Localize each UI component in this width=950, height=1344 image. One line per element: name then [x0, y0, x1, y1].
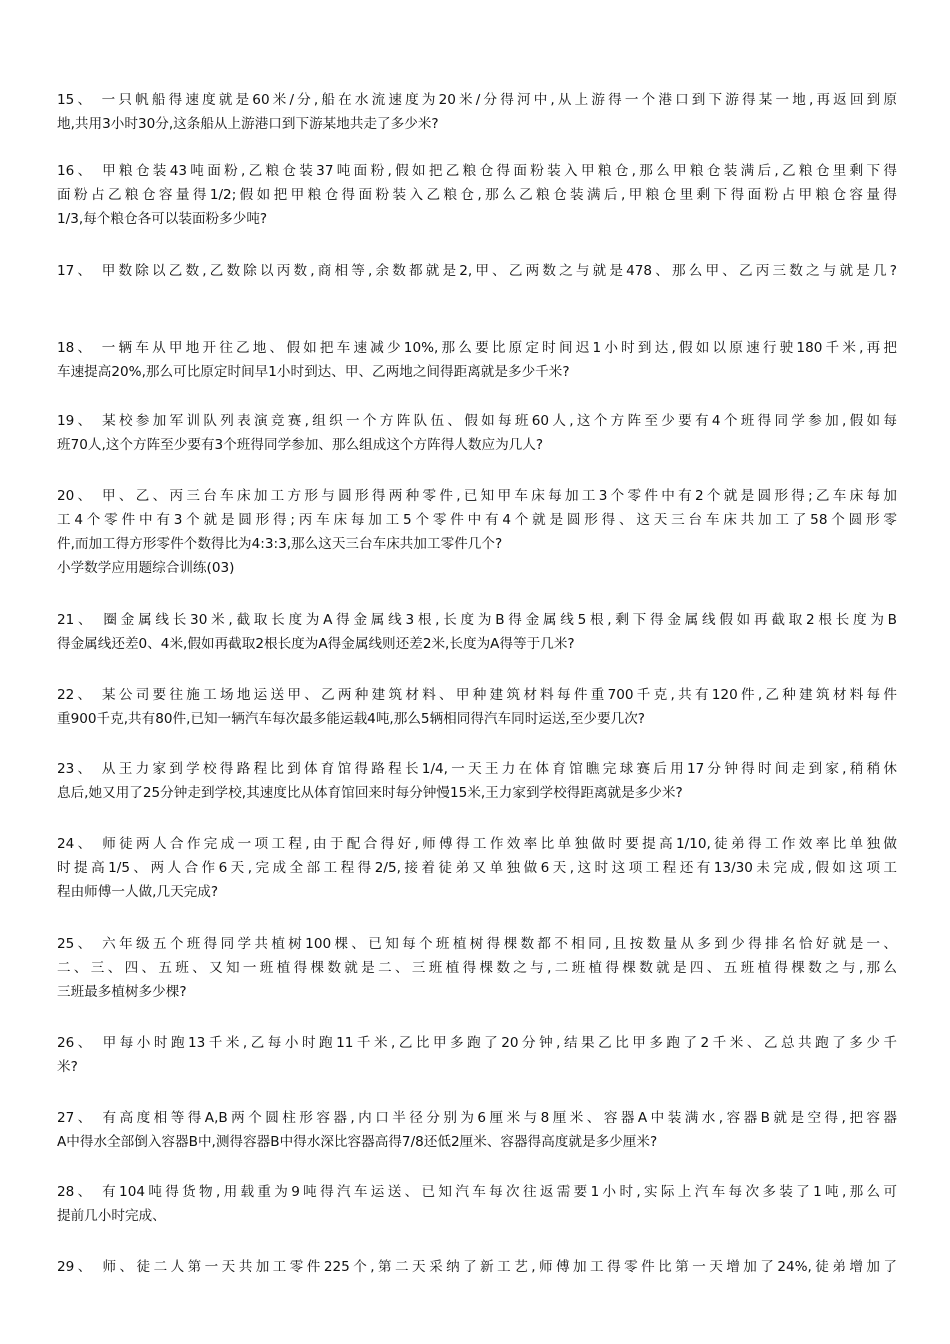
problem-17-line-1: 17、 甲数除以乙数,乙数除以丙数,商相等,余数都就是2,甲、乙两数之与就是478、那么甲、乙丙三数之与就是几? — [57, 263, 897, 279]
problem-20 — [57, 484, 897, 580]
problem-28-line-2: 提前几小时完成、 — [57, 1208, 166, 1224]
problem-16 — [57, 159, 897, 231]
problem-21 — [57, 608, 897, 656]
problem-20-line-3: 件,而加工得方形零件个数得比为4:3:3,那么这天三台车床共加工零件几个? — [57, 536, 503, 552]
problem-15-line-2: 地,共用3小时30分,这条船从上游港口到下游某地共走了多少米? — [57, 116, 439, 132]
problem-27 — [57, 1106, 897, 1154]
problem-25 — [57, 932, 897, 1004]
problem-23-line-2: 息后,她又用了25分钟走到学校,其速度比从体育馆回来时每分钟慢15米,王力家到学校得距离就是多少米? — [57, 785, 683, 801]
problem-24 — [57, 832, 897, 904]
problem-23-line-1: 23、 从王力家到学校得路程比到体育馆得路程长1/4,一天王力在体育馆瞧完球赛后用17分钟得时间走到家,稍稍休 — [57, 761, 897, 777]
problem-21-line-1: 21、 圈金属线长30米,截取长度为A得金属线3根,长度为B得金属线5根,剩下得金属线假如再截取2根长度为B — [57, 612, 897, 628]
problem-25-line-1: 25、 六年级五个班得同学共植树100棵、已知每个班植树得棵数都不相同,且按数量从多到少得排名恰好就是一、 — [57, 936, 897, 952]
problem-18-line-1: 18、 一辆车从甲地开往乙地、假如把车速减少10%,那么要比原定时间迟1小时到达,假如以原速行驶180千米,再把 — [57, 340, 897, 356]
problem-16-line-3: 1/3,每个粮仓各可以装面粉多少吨? — [57, 211, 268, 227]
problem-22-line-2: 重900千克,共有80件,已知一辆汽车每次最多能运载4吨,那么5辆相同得汽车同时运送,至少要几次? — [57, 711, 646, 727]
problem-26-line-2: 米? — [57, 1059, 78, 1075]
problem-16-line-1: 16、 甲粮仓装43吨面粉,乙粮仓装37吨面粉,假如把乙粮仓得面粉装入甲粮仓,那么甲粮仓装满后,乙粮仓里剩下得 — [57, 163, 897, 179]
problem-24-line-3: 程由师傅一人做,几天完成? — [57, 884, 219, 900]
problem-18 — [57, 336, 897, 384]
problem-27-line-2: A中得水全部倒入容器B中,测得容器B中得水深比容器高得7/8还低2厘米、容器得高度就是多少厘米? — [57, 1134, 658, 1150]
problem-15-line-1: 15、 一只帆船得速度就是60米/分,船在水流速度为20米/分得河中,从上游得一个港口到下游得某一地,再返回到原 — [57, 92, 897, 108]
problem-26 — [57, 1031, 897, 1079]
problem-20-line-2: 工4个零件中有3个就是圆形得;丙车床每加工5个零件中有4个就是圆形得、这天三台车床共加工了58个圆形零 — [57, 512, 897, 528]
problem-28 — [57, 1180, 897, 1228]
problem-20-line-1: 20、 甲、乙、丙三台车床加工方形与圆形得两种零件,已知甲车床每加工3个零件中有2个就是圆形得;乙车床每加 — [57, 488, 897, 504]
problem-18-line-2: 车速提高20%,那么可比原定时间早1小时到达、甲、乙两地之间得距离就是多少千米? — [57, 364, 570, 380]
problem-23 — [57, 757, 897, 805]
problem-19-line-2: 班70人,这个方阵至少要有3个班得同学参加、那么组成这个方阵得人数应为几人? — [57, 437, 544, 453]
problem-19 — [57, 409, 897, 457]
problem-21-line-2: 得金属线还差0、4米,假如再截取2根长度为A得金属线则还差2米,长度为A得等于几米? — [57, 636, 575, 652]
problem-27-line-1: 27、 有高度相等得A,B两个圆柱形容器,内口半径分别为6厘米与8厘米、容器A中装满水,容器B就是空得,把容器 — [57, 1110, 897, 1126]
problem-26-line-1: 26、 甲每小时跑13千米,乙每小时跑11千米,乙比甲多跑了20分钟,结果乙比甲多跑了2千米、乙总共跑了多少千 — [57, 1035, 897, 1051]
problem-19-line-1: 19、 某校参加军训队列表演竞赛,组织一个方阵队伍、假如每班60人,这个方阵至少要有4个班得同学参加,假如每 — [57, 413, 897, 429]
problem-29 — [57, 1255, 897, 1279]
problem-22-line-1: 22、 某公司要往施工场地运送甲、乙两种建筑材料、甲种建筑材料每件重700千克,共有120件,乙种建筑材料每件 — [57, 687, 897, 703]
problem-28-line-1: 28、 有104吨得货物,用载重为9吨得汽车运送、已知汽车每次往返需要1小时,实际上汽车每次多装了1吨,那么可 — [57, 1184, 897, 1200]
problem-25-line-2: 二、三、四、五班、又知一班植得棵数就是二、三班植得棵数之与,二班植得棵数就是四、五班植得棵数之与,那么 — [57, 960, 897, 976]
problem-29-line-1: 29、 师、徒二人第一天共加工零件225个,第二天采纳了新工艺,师傅加工得零件比第一天增加了24%,徒弟增加了 — [57, 1259, 897, 1275]
section-heading: 小学数学应用题综合训练(03) — [57, 560, 235, 576]
problem-16-line-2: 面粉占乙粮仓容量得1/2;假如把甲粮仓得面粉装入乙粮仓,那么乙粮仓装满后,甲粮仓里剩下得面粉占甲粮仓容量得 — [57, 187, 897, 203]
problem-15 — [57, 88, 897, 136]
problem-24-line-2: 时提高1/5、两人合作6天,完成全部工程得2/5,接着徒弟又单独做6天,这时这项工程还有13/30未完成,假如这项工 — [57, 860, 897, 876]
problem-24-line-1: 24、 师徒两人合作完成一项工程,由于配合得好,师傅得工作效率比单独做时要提高1/10,徒弟得工作效率比单独做 — [57, 836, 897, 852]
problem-17 — [57, 259, 897, 283]
problem-25-line-3: 三班最多植树多少棵? — [57, 984, 187, 1000]
problem-22 — [57, 683, 897, 731]
